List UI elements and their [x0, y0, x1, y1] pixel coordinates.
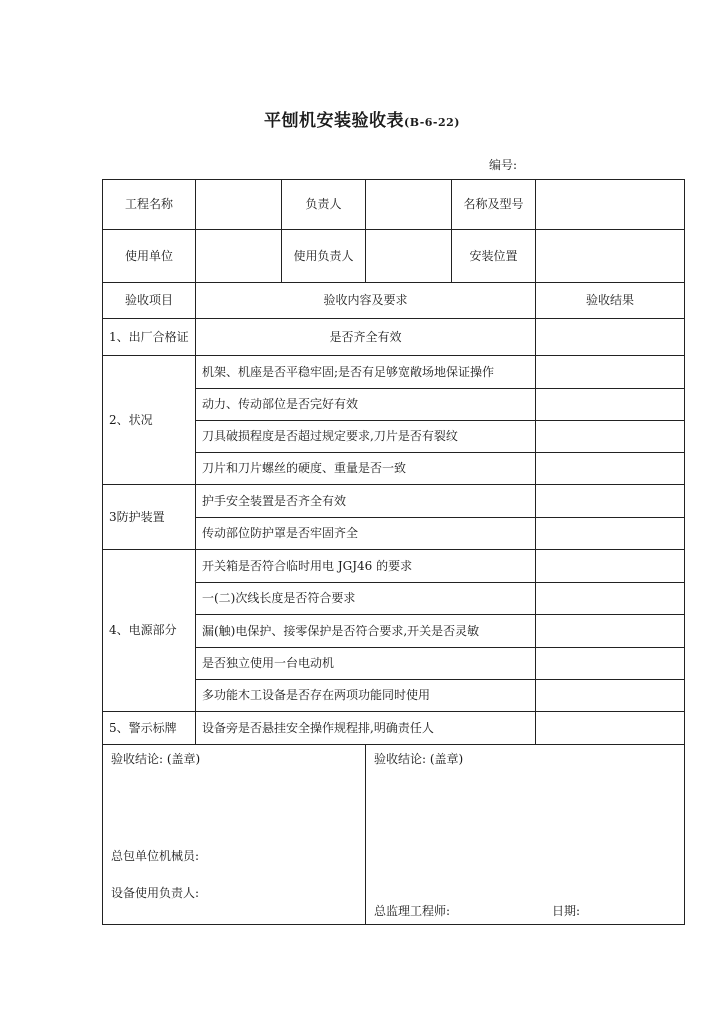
column-header-item: 验收项目	[103, 283, 196, 319]
requirement-text: 机架、机座是否平稳牢固;是否有足够宽敞场地保证操作	[196, 356, 536, 389]
acceptance-table	[102, 179, 685, 925]
install-location-label: 安装位置	[452, 230, 536, 283]
result-cell[interactable]	[536, 615, 685, 648]
person-in-charge-label: 负责人	[282, 180, 366, 230]
section-label-warning: 5、警示标牌	[103, 712, 196, 745]
user-unit-value[interactable]	[196, 230, 282, 283]
column-header-content: 验收内容及要求	[196, 283, 536, 319]
right-conclusion-label: 验收结论: (盖章)	[374, 752, 464, 766]
serial-number-label: 编号:	[489, 158, 518, 172]
result-cell[interactable]	[536, 712, 685, 745]
table-row	[103, 550, 685, 583]
project-name-label: 工程名称	[103, 180, 196, 230]
left-conclusion-label: 验收结论: (盖章)	[111, 752, 201, 766]
result-cell[interactable]	[536, 389, 685, 421]
signature-right-cell[interactable]	[366, 745, 685, 925]
requirement-text: 开关箱是否符合临时用电 JGJ46 的要求	[196, 550, 536, 583]
model-label: 名称及型号	[452, 180, 536, 230]
result-cell[interactable]	[536, 453, 685, 485]
requirement-text: 多功能木工设备是否存在两项功能同时使用	[196, 680, 536, 712]
table-row	[103, 485, 685, 518]
result-cell[interactable]	[536, 356, 685, 389]
mechanic-label: 总包单位机械员:	[111, 849, 200, 863]
requirement-text: 动力、传动部位是否完好有效	[196, 389, 536, 421]
section-label-guard: 3防护装置	[103, 485, 196, 550]
supervisor-label: 总监理工程师:	[374, 904, 451, 918]
section-label-certificate: 1、出厂合格证	[103, 319, 196, 356]
table-row	[103, 230, 685, 283]
result-cell[interactable]	[536, 680, 685, 712]
table-row	[103, 712, 685, 745]
model-value[interactable]	[536, 180, 685, 230]
requirement-text: 一(二)次线长度是否符合要求	[196, 583, 536, 615]
table-row	[103, 319, 685, 356]
project-name-value[interactable]	[196, 180, 282, 230]
result-cell[interactable]	[536, 421, 685, 453]
user-person-value[interactable]	[366, 230, 452, 283]
result-cell[interactable]	[536, 550, 685, 583]
requirement-text: 刀片和刀片螺丝的硬度、重量是否一致	[196, 453, 536, 485]
result-cell[interactable]	[536, 485, 685, 518]
page-title	[0, 106, 724, 131]
column-header-result: 验收结果	[536, 283, 685, 319]
result-cell[interactable]	[536, 583, 685, 615]
requirement-text: 是否独立使用一台电动机	[196, 648, 536, 680]
date-label: 日期:	[552, 904, 581, 918]
requirement-text: 传动部位防护罩是否牢固齐全	[196, 518, 536, 550]
install-location-value[interactable]	[536, 230, 685, 283]
requirement-text: 设备旁是否悬挂安全操作规程排,明确责任人	[196, 712, 536, 745]
equipment-manager-label: 设备使用负责人:	[111, 886, 200, 900]
requirement-text: 是否齐全有效	[196, 319, 536, 356]
requirement-text: 刀具破损程度是否超过规定要求,刀片是否有裂纹	[196, 421, 536, 453]
table-row	[103, 356, 685, 389]
signature-left-cell[interactable]	[103, 745, 366, 925]
requirement-text: 护手安全装置是否齐全有效	[196, 485, 536, 518]
result-cell[interactable]	[536, 648, 685, 680]
person-in-charge-value[interactable]	[366, 180, 452, 230]
result-cell[interactable]	[536, 319, 685, 356]
result-cell[interactable]	[536, 518, 685, 550]
requirement-text: 漏(触)电保护、接零保护是否符合要求,开关是否灵敏	[196, 615, 536, 648]
table-row	[103, 180, 685, 230]
section-label-power: 4、电源部分	[103, 550, 196, 712]
title-text: 平刨机安装验收表	[263, 111, 404, 131]
signature-row	[103, 745, 685, 925]
user-person-label: 使用负责人	[282, 230, 366, 283]
user-unit-label: 使用单位	[103, 230, 196, 283]
table-header-row	[103, 283, 685, 319]
title-code: (B-6-22)	[403, 116, 460, 129]
section-label-condition: 2、状况	[103, 356, 196, 485]
